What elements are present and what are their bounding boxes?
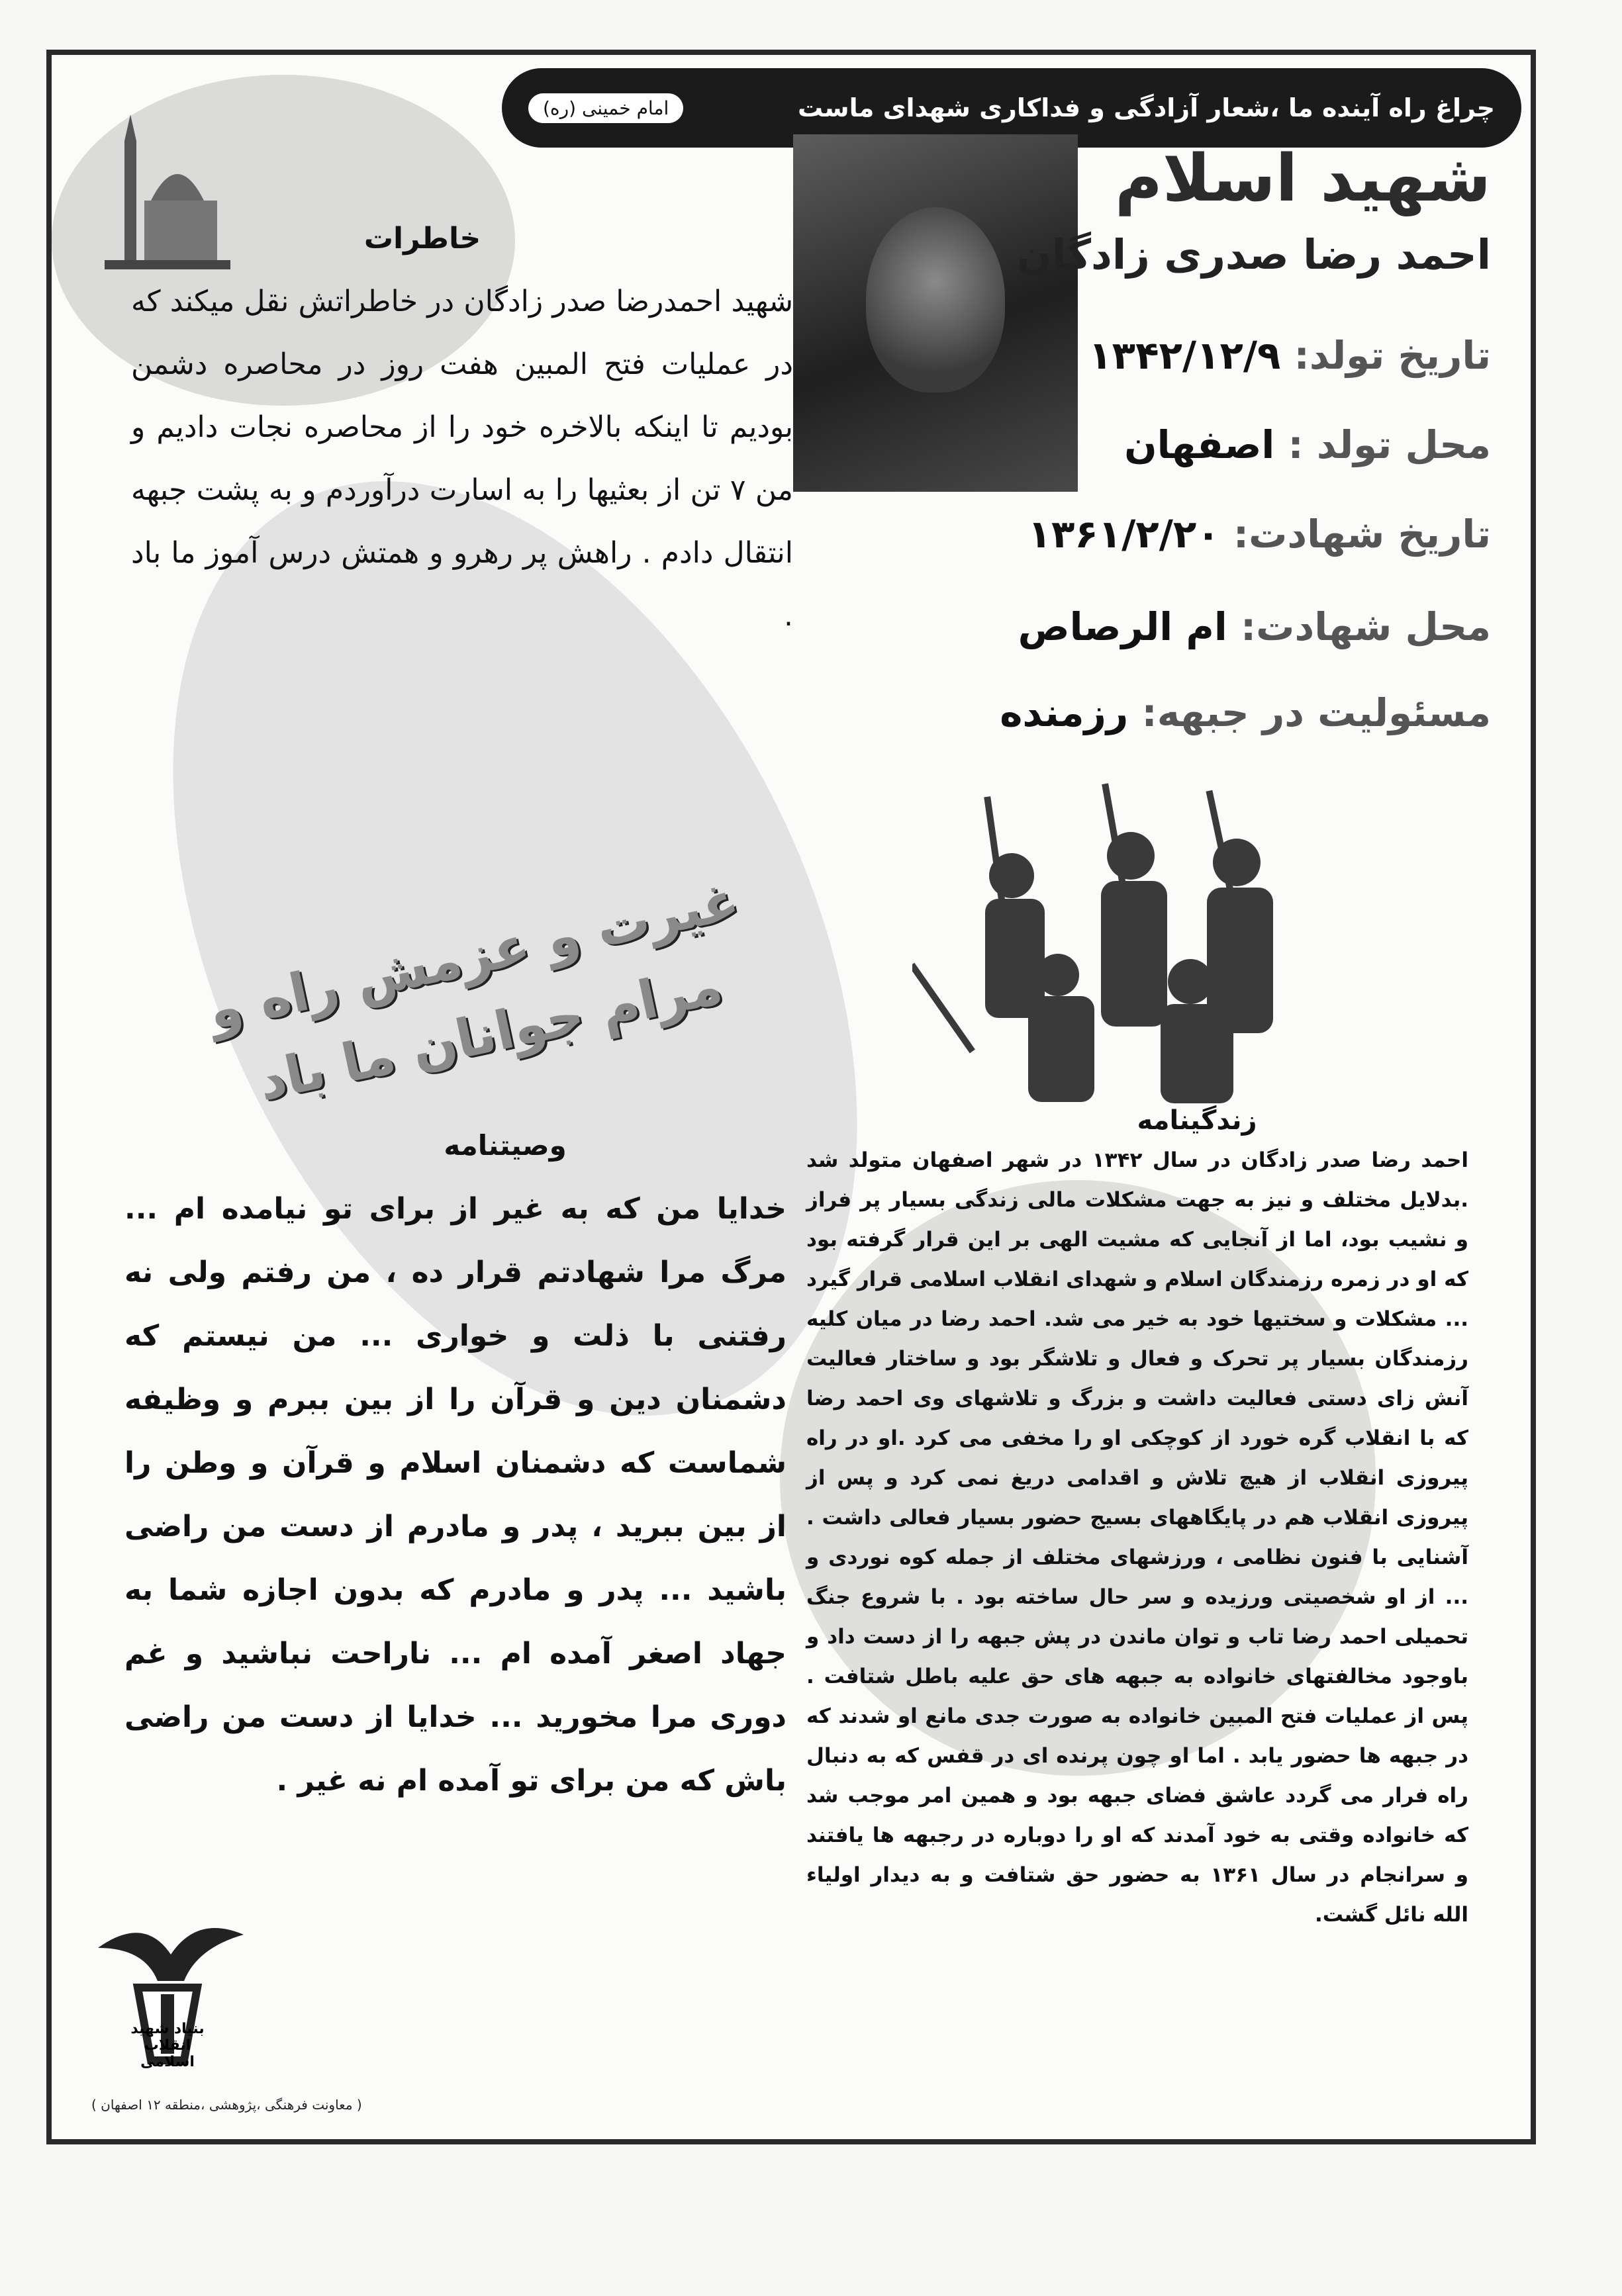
poster-sheet [46,50,1536,2144]
will-text: خدایا من که به غیر از برای تو نیامده ام ... مرگ مرا شهادتم قرار ده ، من رفتم ولی نه رفتنی با ذلت و خواری ... من نیستم که دشمنان دین و قرآن را از بین ببرم و وظیفه شماست که دشمنان اسلام و قرآن و وطن را از بین ببرید ، پدر و مادرم از دست من راضی باشید ... پدر و مادرم که بدون اجازه شما به جهاد اصغر آمده ام ... ناراحت نباشید و غم دوری مرا مخورید ... خدایا از دست من راضی باش که من برای تو آمده ام نه غیر . [124,1192,787,1798]
biography-section [806,1101,1468,1935]
biography-text: احمد رضا صدر زادگان در سال ۱۳۴۲ در شهر اصفهان متولد شد .بدلایل مختلف و نیز به جهت مشکلات مالی زندگی بسیار پر فراز و نشیب بود، اما از آنجایی که مشیت الهی بر این قرار گرفته بود که او در زمره رزمندگان اسلام و شهدای انقلاب اسلامی قرار گیرد ... مشکلات و سختیها خود به خیر می شد. احمد رضا در میان کلیه رزمندگان بسیار پر تحرک و فعال و تلاشگر بود و ساختار فعالیت آنش زای دستی فعالیت داشت و بزرگ و تلاشهای وی احمد رضا که با انقلاب گره خورد از کوچکی او را مخفی می کرد .او در راه پیروزی انقلاب از هیچ تلاش و اقدامی دریغ نمی کرد و پس از پیروزی انقلاب هم در پایگاههای بسیج حضور بسیار فعالی داشت . آشنایی با فنون نظامی ، ورزشهای مختلف از جمله کوه نوردی و ... از او شخصیتی ورزیده و سر حال ساخته بود . با شروع جنگ تحمیلی احمد رضا تاب و توان ماندن در پش جبهه را از دست داد و باوجود مخالفتهای خانواده به جبهه های حق علیه باطل شتافت . پس از عملیات فتح المبین خانواده به صورت جدی مانع او شدند که در جبهه ها حضور یابد . اما او چون پرنده ای در قفس که به دنبال راه فرار می گردد عاشق فضای جبهه بود و همین امر موجب شد که خانواده وقتی به خود آمدند که او را دوباره در رجبهه ها یافتند و سرانجام در سال ۱۳۶۱ به حضور حق شتافت و به دیدار اولیاء الله نائل گشت. [806,1148,1468,1927]
page-title: شهید اسلام [1115,141,1491,216]
will-section [124,1114,787,1813]
martyr-foundation-logo-icon [85,1908,250,2107]
martyr-place-label: محل شهادت: [1240,604,1491,649]
soldiers-photo [912,783,1376,1127]
martyr-place-row [1018,604,1491,649]
martyr-portrait [793,134,1078,492]
birth-place-label: محل تولد : [1288,422,1491,467]
memories-text: شهید احمدرضا صدر زادگان در خاطراتش نقل میکند که در عملیات فتح المبین هفت روز در محاصره دشمن بودیم تا اینکه بالاخره خود را از محاصره نجات دادیم و من ۷ تن از بعثیها را به اسارت درآوردم و به پشت جبهه انتقال دادم . راهش پر رهرو و همتش درس آموز ما باد . [131,285,793,633]
banner-slogan: چراغ راه آینده ما ،شعار آزادگی و فداکاری شهدای ماست [798,93,1495,122]
memories-heading: خاطرات [363,222,481,255]
birth-date-label: تاریخ تولد: [1294,333,1491,378]
slogan-headline: غیرت و عزمش راه و مرام جوانان ما باد [203,869,745,1113]
martyr-place-value: ام الرصاص [1018,604,1227,649]
birth-place-value: اصفهان [1124,422,1275,467]
memories-section [131,207,793,647]
footer-credit: ( معاونت فرهنگی ،پژوهشی ،منطقه ۱۲ اصفهان ) [91,2097,362,2113]
martyr-date-value: ۱۳۶۱/۲/۲۰ [1027,512,1220,557]
martyr-date-label: تاریخ شهادت: [1233,512,1491,557]
biography-heading: زندگینامه [1137,1105,1257,1136]
birth-date-row [1088,333,1491,378]
birth-date-value: ۱۳۴۲/۱۲/۹ [1088,333,1281,378]
martyr-name: احمد رضا صدری زادگان [1016,230,1491,279]
martyr-date-row [1028,512,1491,557]
role-row [1000,690,1491,735]
will-heading: وصیتنامه [444,1129,567,1162]
role-value: رزمنده [1000,690,1129,735]
logo-caption: بنیاد شهید انقلاب اسلامی [130,2021,205,2070]
banner-attribution: امام خمینی (ره) [528,93,683,123]
birth-place-row [1124,422,1491,467]
role-label: مسئولیت در جبهه: [1141,690,1491,735]
portrait-face [866,207,1005,392]
